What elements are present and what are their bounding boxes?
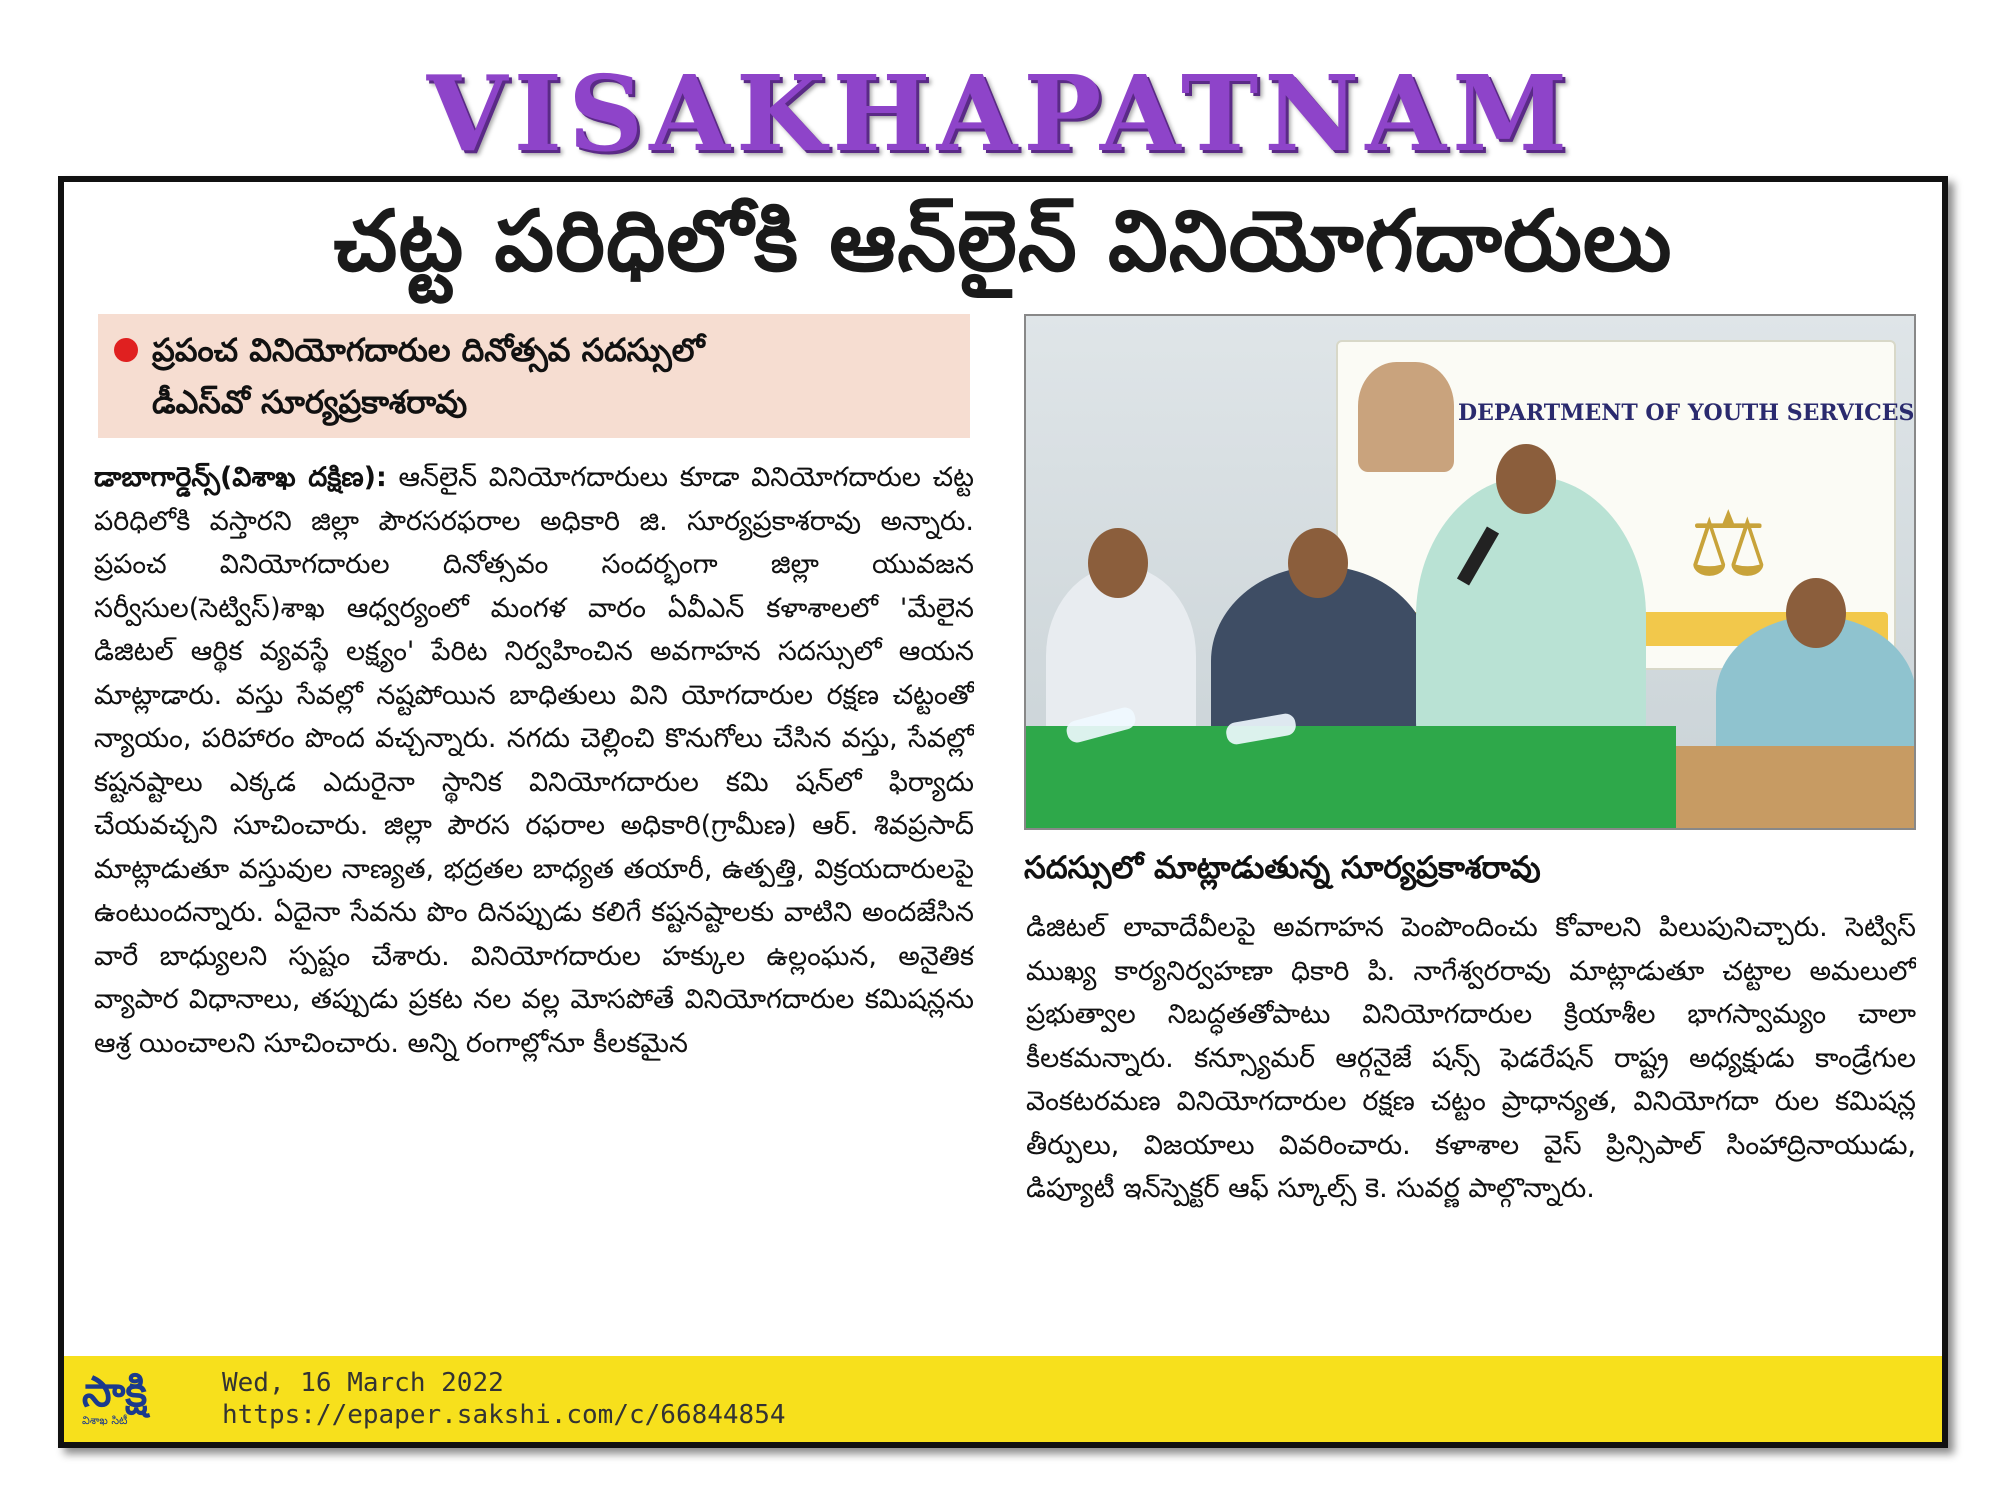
logo-subtext: విశాఖ సిటీ [82,1414,128,1427]
photo-caption: సదస్సులో మాట్లాడుతున్న సూర్యప్రకాశరావు [1024,850,1541,886]
article-body-left-column [94,456,974,1306]
portrait-image [1358,362,1454,472]
publication-date: Wed, 16 March 2022 [222,1368,504,1398]
article-subheadline [98,314,970,438]
sakshi-logo [82,1367,222,1428]
bullet-icon [114,338,138,362]
speaker-figure [1416,476,1646,756]
footer-meta [222,1367,786,1431]
subheadline-line-1: ప్రపంచ వినియోగదారుల దినోత్సవ సదస్సులో [152,331,705,369]
wood-table [1676,746,1916,830]
logo-text: సాక్షి [82,1367,148,1416]
article-photo [1024,314,1916,830]
person-head [1088,528,1148,598]
person-head [1288,528,1348,598]
article-body-left-text: ఆన్‌లైన్ వినియోగదారులు కూడా వినియోగదారుల చట్ట పరిధిలోకి వస్తారని జిల్లా పౌరసరఫరాల అధికారి జి. సూర్యప్రకాశరావు అన్నారు. ప్రపంచ వినియోగదారుల దినోత్సవం సందర్భంగా జిల్లా యువజన సర్వీసుల(సెట్విస్)శాఖ ఆధ్వర్యంలో మంగళ వారం ఏవీఎన్ కళాశాలలో 'మేలైన డిజిటల్ ఆర్థిక వ్యవస్థే లక్ష్యం' పేరిట నిర్వహించిన అవగాహన సదస్సులో ఆయన మాట్లాడారు. వస్తు సేవల్లో నష్టపోయిన బాధితులు విని యోగదారుల రక్షణ చట్టంతో న్యాయం, పరిహారం పొంద వచ్చన్నారు. నగదు చెల్లించి కొనుగోలు చేసిన వస్తు, సేవల్లో కష్టనష్టాలు ఎక్కడ ఎదురైనా స్థానిక వినియోగదారుల కమి షన్‌లో ఫిర్యాదు చేయవచ్చని సూచించారు. జిల్లా పౌరస రఫరాల అధికారి(గ్రామీణ) ఆర్. శివప్రసాద్ మాట్లాడుతూ వస్తువుల నాణ్యత, భద్రతల బాధ్యత తయారీ, ఉత్పత్తి, విక్రయదారులపై ఉంటుందన్నారు. ఏదైనా సేవను పొం దినప్పుడు కలిగే కష్టనష్టాలకు వాటిని అందజేసిన వారే బాధ్యులని స్పష్టం చేశారు. వినియోగదారుల హక్కుల ఉల్లంఘన, అనైతిక వ్యాపార విధానాలు, తప్పుడు ప్రకట నల వల్ల మోసపోతే వినియోగదారుల కమిషన్లను ఆశ్ర యించాలని సూచించారు. అన్ని రంగాల్లోనూ కీలకమైన [94,462,974,1059]
epaper-link[interactable]: https://epaper.sakshi.com/c/66844854 [222,1400,786,1430]
justice-scale-icon: ⚖ [1688,492,1769,597]
speaker-head [1496,444,1556,514]
city-title: VISAKHAPATNAM [426,52,1574,175]
subheadline-line-2: డీఎస్‌వో సూర్యప్రకాశరావు [152,383,468,421]
article-body-right-text: డిజిటల్ లావాదేవీలపై అవగాహన పెంపొందించు కోవాలని పిలుపునిచ్చారు. సెట్విస్ ముఖ్య కార్యనిర్వహణా ధికారి పి. నాగేశ్వరరావు మాట్లాడుతూ చట్టాల అమలులో ప్రభుత్వాల నిబద్ధతతోపాటు వినియోగదారుల క్రియాశీల భాగస్వామ్యం చాలా కీలకమన్నారు. కన్స్యూమర్ ఆర్గనైజే షన్స్ ఫెడరేషన్ రాష్ట్ర అధ్యక్షుడు కాండ్రేగుల వెంకటరమణ వినియోగదారుల రక్షణ చట్టం ప్రాధాన్యత, వినియోగదా రుల కమిషన్ల తీర్పులు, విజయాలు వివరించారు. కళాశాల వైస్ ప్రిన్సిపాల్ సింహాద్రినాయుడు, డిప్యూటీ ఇన్‌స్పెక్టర్ ఆఫ్ స్కూల్స్ కె. సువర్ణ పాల్గొన్నారు. [1026,912,1916,1204]
article-body-right-column [1026,906,1916,1316]
newspaper-clipping [58,176,1948,1448]
banner-text: DEPARTMENT OF YOUTH SERVICES [1458,400,1915,426]
green-table [1026,726,1676,830]
footer-bar [64,1356,1942,1442]
person-head [1786,578,1846,648]
article-headline: చట్ట పరిధిలోకి ఆన్‌లైన్ వినియోగదారులు [333,192,1673,290]
article-dateline: డాబాగార్డెన్స్(విశాఖ దక్షిణ): [94,462,387,493]
